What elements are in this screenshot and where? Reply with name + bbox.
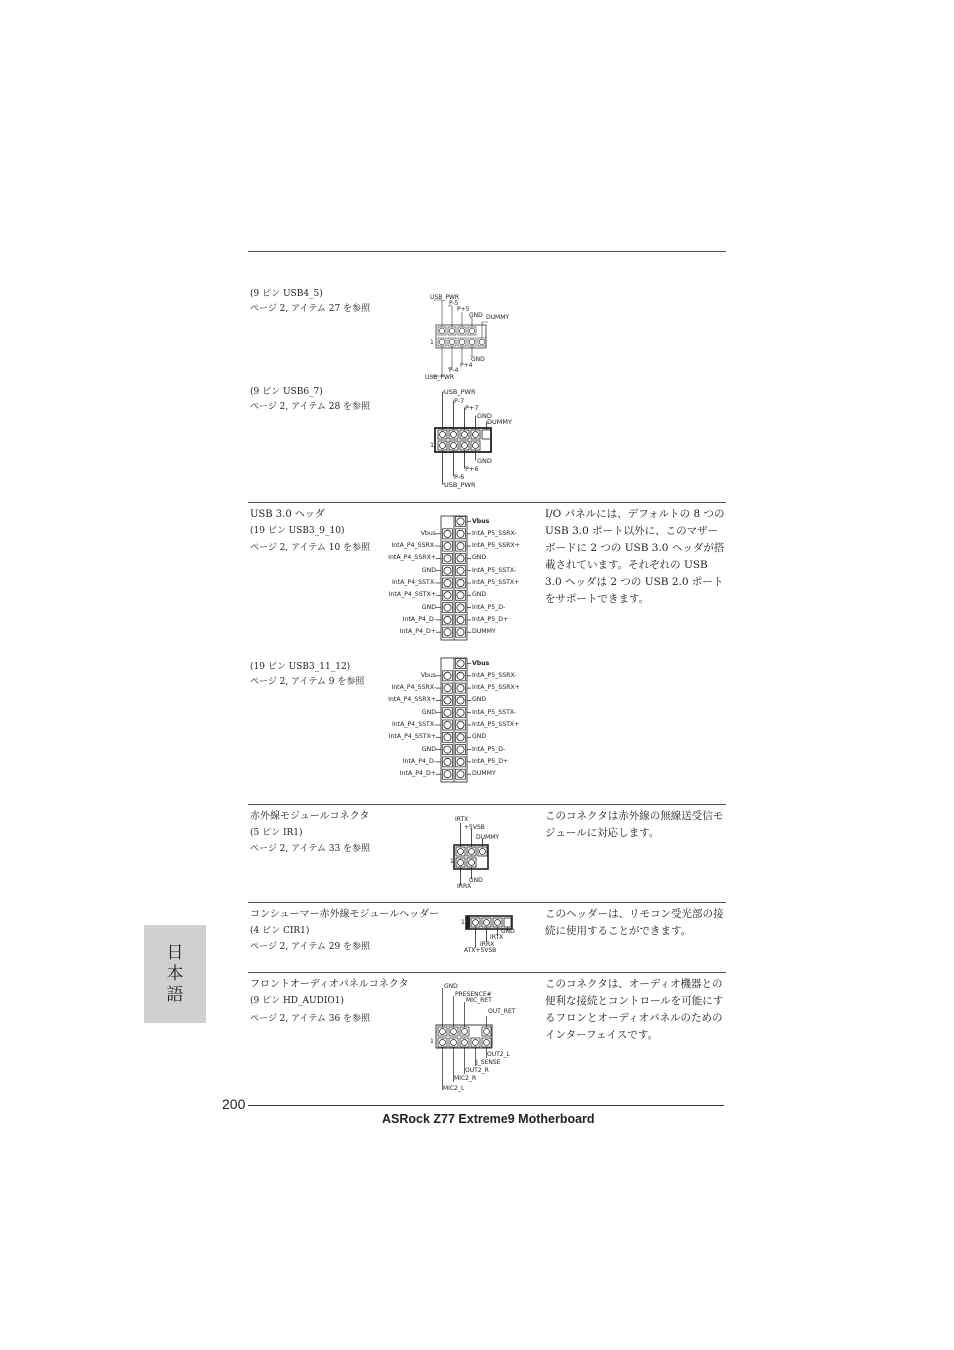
- label-irtx: IRTX: [455, 816, 469, 823]
- label-p5-plus: P+5: [457, 306, 470, 313]
- label-5vsb: +5VSB: [464, 824, 485, 831]
- usb30-a-drawing: [370, 514, 550, 642]
- ir-subtitle: (5 ピン IR1): [250, 828, 303, 838]
- pin: [457, 579, 464, 586]
- page-number: 200: [222, 1096, 246, 1112]
- pin: [444, 616, 451, 623]
- pin: [444, 530, 451, 537]
- pin-label: Vbus: [420, 529, 436, 537]
- pin: [457, 567, 464, 574]
- label-pin-1: 1: [461, 919, 465, 926]
- section-rule: [248, 502, 726, 503]
- label-dummy: DUMMY: [476, 834, 500, 841]
- label-gnd: GND: [469, 312, 483, 319]
- pin-label: IntA_P4_SSTX-: [391, 721, 436, 728]
- pin-label: IntA_P5_D+: [472, 757, 509, 765]
- pin-label: GND: [472, 733, 487, 741]
- usb30-connector-a: [370, 514, 550, 642]
- usb45-reference: ページ 2, アイテム 27 を参照: [250, 304, 371, 314]
- pin-label: IntA_P5_SSRX-: [472, 529, 517, 537]
- usb30-connector-b: [370, 656, 550, 784]
- label-gnd-bottom: GND: [477, 457, 492, 465]
- label-p4-plus: P+4: [460, 362, 473, 369]
- pin: [457, 616, 464, 623]
- pin: [444, 697, 451, 704]
- pin-label: IntA_P4_SSRX-: [391, 542, 436, 550]
- pin-label: IntA_P4_D+: [399, 770, 436, 778]
- pin-label: IntA_P5_SSRX-: [472, 671, 517, 679]
- pin-label: GND: [421, 603, 436, 611]
- label-pin-1: 1: [430, 1038, 434, 1045]
- pin-label: DUMMY: [472, 770, 496, 778]
- pin-label: GND: [472, 591, 487, 599]
- top-rule: [248, 251, 726, 252]
- pin-label: IntA_P5_SSTX+: [472, 721, 520, 728]
- pin: [457, 518, 464, 525]
- label-usb-pwr: USB_PWR: [444, 388, 476, 396]
- label-mic-ret: MIC_RET: [466, 997, 492, 1004]
- pin-label: IntA_P4_SSRX+: [388, 554, 436, 562]
- pin: [444, 629, 451, 636]
- usb1112-reference: ページ 2, アイテム 9 を参照: [250, 677, 365, 687]
- pin: [457, 709, 464, 716]
- label-p6-minus: P-6: [454, 473, 465, 481]
- label-gnd: GND: [501, 928, 515, 935]
- label-out-ret: OUT_RET: [488, 1008, 516, 1015]
- pin: [457, 629, 464, 636]
- usb67-pin-diagram: [430, 386, 530, 490]
- label-out2-r: OUT2_R: [465, 1067, 489, 1074]
- pin-label: IntA_P5_SSTX-: [472, 566, 517, 574]
- pin: [457, 685, 464, 692]
- pin: [457, 697, 464, 704]
- footer-rule: [248, 1105, 724, 1106]
- pin-label: IntA_P5_SSTX-: [472, 708, 517, 716]
- pin: [444, 685, 451, 692]
- pin: [444, 555, 451, 562]
- pin-label: IntA_P4_D+: [399, 628, 436, 636]
- pin-label: IntA_P4_SSRX-: [391, 684, 436, 692]
- cir-description: このヘッダーは、リモコン受光部の接続に使用することができます。: [545, 908, 724, 937]
- usb67-subtitle: (9 ピン USB6_7): [250, 387, 323, 397]
- ir-title: 赤外線モジュールコネクタ: [250, 811, 370, 822]
- label-gnd: GND: [444, 983, 458, 990]
- pin: [457, 672, 464, 679]
- pin-label: IntA_P4_SSTX+: [388, 733, 436, 741]
- pin-label: GND: [421, 708, 436, 716]
- usb30-b-drawing: [370, 656, 550, 784]
- label-gnd: GND: [477, 412, 492, 420]
- pin-label: IntA_P5_SSRX+: [472, 542, 520, 550]
- pin-label: Vbus: [420, 671, 436, 679]
- pin-label: IntA_P5_D+: [472, 615, 509, 623]
- audio-title: フロントオーディオパネルコネクタ: [250, 979, 409, 990]
- language-tab-char: 日: [166, 943, 184, 963]
- section-rule: [248, 804, 726, 805]
- section-rule: [248, 972, 726, 973]
- pin-label: IntA_P4_SSTX-: [391, 579, 436, 586]
- pin: [457, 604, 464, 611]
- usb45-subtitle: (9 ピン USB4_5): [250, 289, 323, 299]
- usb1112-subtitle: (19 ピン USB3_11_12): [250, 662, 351, 672]
- language-tab: [144, 925, 206, 1023]
- audio-subtitle: (9 ピン HD_AUDIO1): [250, 996, 344, 1006]
- pin: [457, 734, 464, 741]
- section-rule: [248, 902, 726, 903]
- language-tab-char: 本: [166, 964, 184, 984]
- pin-label: IntA_P5_SSTX+: [472, 579, 520, 586]
- ir-reference: ページ 2, アイテム 33 を参照: [250, 844, 371, 854]
- pin-label: GND: [472, 554, 487, 562]
- label-pin-1: 1: [430, 339, 434, 346]
- pin: [457, 746, 464, 753]
- pin: [444, 734, 451, 741]
- footer-brand: ASRock Z77 Extreme9 Motherboard: [382, 1112, 595, 1126]
- label-irrx: IRRX: [480, 941, 495, 948]
- pin: [444, 771, 451, 778]
- pin: [444, 709, 451, 716]
- pin: [444, 758, 451, 765]
- label-j-sense: J_SENSE: [476, 1059, 501, 1066]
- label-mic2-l: MIC2_L: [443, 1085, 465, 1092]
- pin: [457, 592, 464, 599]
- label-pin-1: 1: [430, 441, 435, 449]
- label-p5-minus: P-5: [449, 300, 459, 307]
- pin: [457, 660, 464, 667]
- pin-label: GND: [421, 745, 436, 753]
- label-usb-pwr: USB_PWR: [430, 294, 460, 301]
- label-p6-plus: P+6: [465, 465, 479, 473]
- label-p7-minus: P-7: [454, 397, 465, 405]
- label-irrx: IRRX: [457, 883, 472, 890]
- pin: [444, 721, 451, 728]
- ir-description: このコネクタは赤外線の無線送受信モジュールに対応します。: [545, 810, 724, 839]
- usb30-title: USB 3.0 ヘッダ: [250, 509, 325, 520]
- pin: [444, 579, 451, 586]
- audio-pin-diagram: [428, 980, 528, 1098]
- label-mic2-r: MIC2_R: [454, 1075, 477, 1082]
- pin: [444, 604, 451, 611]
- pin: [444, 543, 451, 550]
- label-pin-1: 1: [450, 858, 454, 865]
- pin: [457, 543, 464, 550]
- usb67-reference: ページ 2, アイテム 28 を参照: [250, 402, 371, 412]
- label-gnd: GND: [469, 877, 483, 884]
- label-p7-plus: P+7: [465, 404, 479, 412]
- language-tab-char: 語: [166, 985, 184, 1005]
- pin-label: IntA_P5_D-: [472, 745, 506, 753]
- usb45-pin-diagram: [424, 292, 524, 384]
- pin-label: GND: [421, 566, 436, 574]
- label-usb-pwr-bottom: USB_PWR: [444, 481, 476, 489]
- pin: [444, 672, 451, 679]
- pin: [444, 592, 451, 599]
- ir-pin-diagram: [448, 815, 528, 895]
- pin-label: GND: [472, 696, 487, 704]
- label-dummy: DUMMY: [486, 314, 510, 321]
- label-atx-5vsb: ATX+5VSB: [464, 947, 497, 954]
- cir-subtitle: (4 ピン CIR1): [250, 926, 310, 936]
- usb30-reference: ページ 2, アイテム 10 を参照: [250, 543, 371, 553]
- pin-label: Vbus: [472, 659, 490, 667]
- pin-label: IntA_P4_SSTX+: [388, 591, 436, 599]
- cir-reference: ページ 2, アイテム 29 を参照: [250, 942, 371, 952]
- pin: [444, 746, 451, 753]
- pin-label: IntA_P4_SSRX+: [388, 696, 436, 704]
- pin: [444, 567, 451, 574]
- pin-label: IntA_P5_SSRX+: [472, 684, 520, 692]
- cir-pin-diagram: [460, 912, 540, 962]
- audio-reference: ページ 2, アイテム 36 を参照: [250, 1014, 371, 1024]
- pin-label: IntA_P4_D-: [402, 757, 436, 765]
- label-presence: PRESENCE#: [455, 991, 492, 998]
- label-p4-minus: P-4: [449, 367, 459, 374]
- label-dummy: DUMMY: [487, 418, 512, 426]
- audio-description: このコネクタは、オーディオ機器との便利な接続とコントロールを可能にするフロンとオーディオパネルのためのインターフェイスです。: [545, 978, 724, 1041]
- label-out2-l: OUT2_L: [487, 1051, 510, 1058]
- pin: [457, 758, 464, 765]
- pin: [457, 771, 464, 778]
- pin-label: DUMMY: [472, 628, 496, 636]
- pin: [457, 530, 464, 537]
- pin-label: IntA_P5_D-: [472, 603, 506, 611]
- label-irtx: IRTX: [490, 934, 504, 941]
- pin-label: Vbus: [472, 517, 490, 525]
- label-gnd-bottom: GND: [471, 356, 485, 363]
- cir-title: コンシューマー赤外線モジュールヘッダー: [250, 909, 440, 920]
- usb30-description: I/O パネルには、デフォルトの 8 つの USB 3.0 ポート以外に、このマザーボードに 2 つの USB 3.0 ヘッダが搭載されています。それぞれの USB 3.0 ヘッダは 2 つの USB 2.0 ポートをサポートできます。: [545, 508, 725, 605]
- pin-label: IntA_P4_D-: [402, 615, 436, 623]
- pin: [457, 555, 464, 562]
- pin: [457, 721, 464, 728]
- label-usb-pwr-bottom: USB_PWR: [425, 374, 455, 381]
- usb30-subtitle: (19 ピン USB3_9_10): [250, 526, 345, 536]
